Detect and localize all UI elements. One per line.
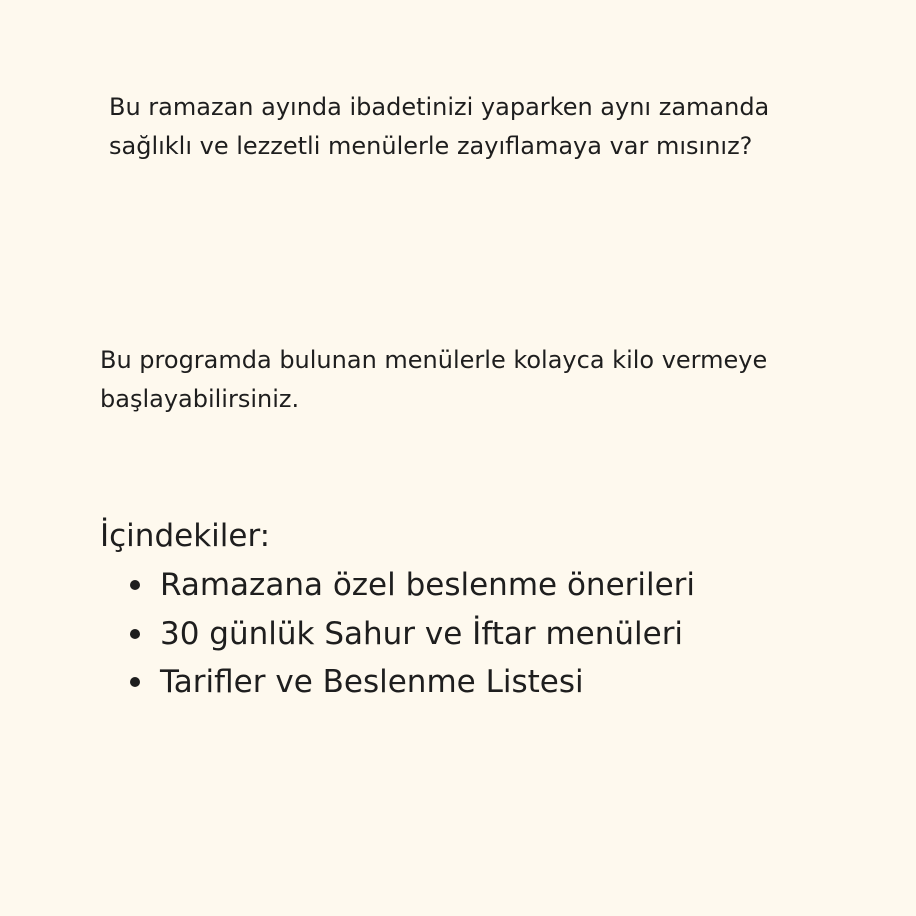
contents-heading: İçindekiler: [100,518,271,554]
promise-paragraph: Bu programda bulunan menülerle kolayca kilo vermeye başlayabilirsiniz. [100,346,768,413]
bullet-icon [130,580,140,590]
contents-item-nutrition-tips [100,561,820,610]
contents-item-meal-plans [100,610,820,659]
contents-item-recipes [100,658,820,707]
intro-paragraph: Bu ramazan ayında ibadetinizi yaparken aynı zamanda sağlıklı ve lezzetli menülerle zayıflamaya var mısınız? [109,93,770,160]
contents-list [100,561,820,707]
contents-item-label: Ramazana özel beslenme önerileri [160,567,696,603]
bullet-icon [130,629,140,639]
bullet-icon [130,677,140,687]
contents-item-label: Tarifler ve Beslenme Listesi [160,664,584,700]
contents-item-label: 30 günlük Sahur ve İftar menüleri [160,615,684,652]
